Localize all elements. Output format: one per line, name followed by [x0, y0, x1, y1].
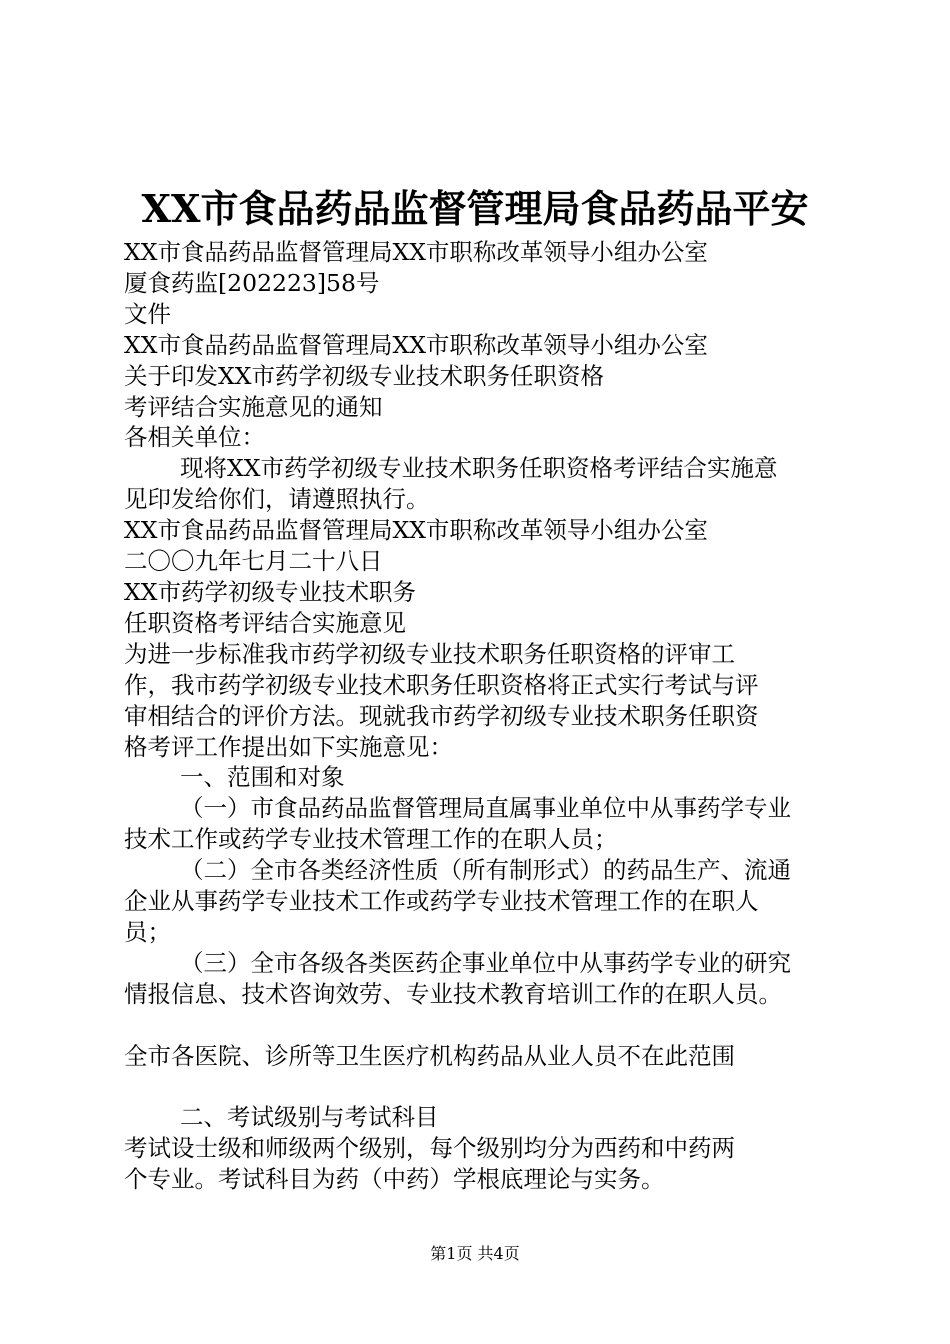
issuer-line: XX市食品药品监督管理局XX市职称改革领导小组办公室: [124, 330, 708, 359]
heading-exam: 二、考试级别与考试科目: [180, 1103, 439, 1132]
notice-title-line: 考评结合实施意见的通知: [124, 392, 383, 421]
salutation: 各相关单位：: [124, 423, 265, 452]
notice-title-line: 关于印发XX市药学初级专业技术职务任职资格: [124, 361, 604, 390]
section-title-line: XX市药学初级专业技术职务: [124, 577, 416, 606]
paragraph-line: 现将XX市药学初级专业技术职务任职资格考评结合实施意: [180, 454, 778, 483]
blank-line: [124, 1071, 844, 1102]
page-footer: 第1页 共4页: [430, 1244, 520, 1263]
heading-scope: 一、范围和对象: [180, 763, 345, 792]
paragraph-line: 考试设士级和师级两个级别，每个级别均分为西药和中药两: [124, 1134, 735, 1163]
blank-line: [124, 1010, 844, 1041]
issuer-line: XX市食品药品监督管理局XX市职称改革领导小组办公室: [124, 238, 708, 266]
paragraph-line: 见印发给你们，请遵照执行。: [124, 485, 430, 514]
signature-issuer: XX市食品药品监督管理局XX市职称改革领导小组办公室: [124, 516, 708, 545]
list-item-line: 员；: [124, 917, 171, 946]
paragraph-line: 个专业。考试科目为药（中药）学根底理论与实务。: [124, 1165, 665, 1194]
list-item-line: 技术工作或药学专业技术管理工作的在职人员；: [124, 825, 618, 854]
list-item-line: （三）全市各级各类医药企事业单位中从事药学专业的研究: [180, 948, 791, 977]
document-number: 厦食药监[202223]58号: [124, 268, 380, 297]
paragraph-line: 格考评工作提出如下实施意见：: [124, 732, 453, 761]
paragraph-line: 作，我市药学初级专业技术职务任职资格将正式实行考试与评: [124, 670, 759, 699]
paragraph-line: 审相结合的评价方法。现就我市药学初级专业技术职务任职资: [124, 701, 759, 730]
signature-date: 二〇〇九年七月二十八日: [124, 547, 383, 576]
document-title: XX市食品药品监督管理局食品药品平安: [141, 186, 809, 231]
list-item-line: 企业从事药学专业技术工作或药学专业技术管理工作的在职人: [124, 887, 759, 916]
list-item-line: （二）全市各类经济性质（所有制形式）的药品生产、流通: [180, 856, 791, 885]
list-item-line: （一）市食品药品监督管理局直属事业单位中从事药学专业: [180, 794, 791, 823]
list-item-line: 情报信息、技术咨询效劳、专业技术教育培训工作的在职人员。: [124, 979, 782, 1008]
section-title-line: 任职资格考评结合实施意见: [124, 608, 406, 637]
document-body: [124, 237, 844, 1195]
paragraph-line: 为进一步标准我市药学初级专业技术职务任职资格的评审工: [124, 639, 735, 668]
paragraph-line: 全市各医院、诊所等卫生医疗机构药品从业人员不在此范围: [124, 1041, 735, 1070]
document-type: 文件: [124, 299, 171, 328]
